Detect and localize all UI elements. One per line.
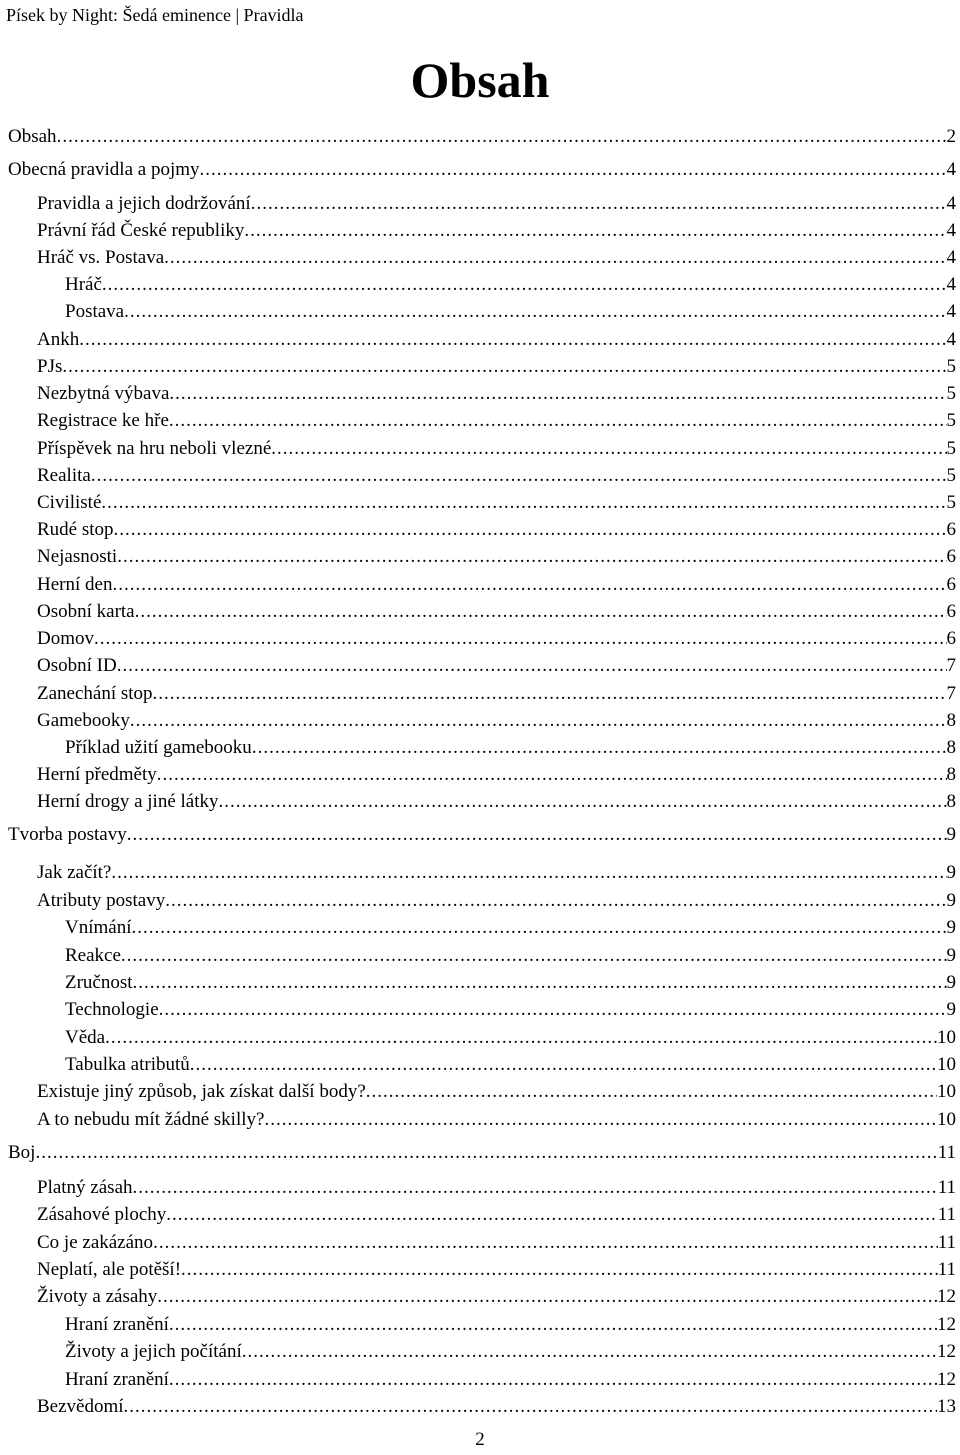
toc-dot-leader (153, 1229, 938, 1256)
toc-entry-title: Tvorba postavy (8, 818, 127, 851)
toc-dot-leader (105, 1024, 937, 1051)
toc-dot-leader (111, 859, 946, 886)
toc-entry-leader-line (65, 734, 956, 761)
toc-entry-page: 9 (947, 996, 957, 1023)
toc-entry-title: Civilisté (37, 489, 101, 516)
toc-entry-page: 9 (947, 969, 957, 996)
toc-entry-page: 12 (937, 1283, 956, 1310)
toc-entry[interactable] (0, 1024, 960, 1051)
toc-entry-title: A to nebudu mít žádné skilly? (37, 1106, 264, 1133)
toc-entry-leader-line (37, 543, 956, 570)
toc-entry-leader-line (37, 353, 956, 380)
toc-entry-leader-line (37, 407, 956, 434)
toc-entry-leader-line (37, 435, 956, 462)
toc-entry-page: 6 (947, 516, 957, 543)
toc-entry-leader-line (37, 516, 956, 543)
running-head: Písek by Night: Šedá eminence | Pravidla (6, 5, 304, 25)
toc-entry-title: Rudé stop (37, 516, 114, 543)
toc-entry-page: 12 (937, 1311, 956, 1338)
toc-entry-leader-line (37, 598, 956, 625)
toc-entry-title: Jak začít? (37, 859, 111, 886)
toc-entry-title: Příspěvek na hru neboli vlezné (37, 435, 271, 462)
toc-entry-page: 2 (947, 120, 957, 153)
toc-entry-title: Technologie (65, 996, 159, 1023)
toc-entry-leader-line (65, 1311, 956, 1338)
toc-dot-leader (117, 543, 946, 570)
toc-entry-leader-line (37, 887, 956, 914)
toc-dot-leader (112, 571, 946, 598)
toc-entry-leader-line (37, 1078, 956, 1105)
toc-entry-title: Životy a jejich počítání (65, 1338, 242, 1365)
toc-entry-leader-line (8, 120, 956, 153)
toc-dot-leader (169, 1311, 937, 1338)
toc-entry-page: 7 (947, 680, 957, 707)
toc-dot-leader (169, 1366, 937, 1393)
toc-entry-page: 8 (947, 788, 957, 815)
toc-dot-leader (127, 818, 947, 851)
toc-dot-leader (121, 942, 947, 969)
toc-entry[interactable] (0, 1078, 960, 1105)
toc-entry-title: Herní drogy a jiné látky (37, 788, 219, 815)
toc-entry-leader-line (65, 1338, 956, 1365)
toc-dot-leader (114, 516, 947, 543)
toc-dot-leader (101, 489, 946, 516)
toc-entry-page: 4 (947, 153, 957, 186)
toc-entry[interactable] (0, 244, 960, 271)
toc-entry-leader-line (37, 489, 956, 516)
toc-entry-page: 9 (947, 942, 957, 969)
toc-entry-title: Realita (37, 462, 91, 489)
toc-entry[interactable] (0, 1366, 960, 1393)
toc-entry-page: 10 (937, 1051, 956, 1078)
toc-entry-page: 5 (947, 489, 957, 516)
toc-entry[interactable] (0, 1136, 960, 1169)
toc-entry-title: Platný zásah (37, 1174, 133, 1201)
toc-entry[interactable] (0, 1229, 960, 1256)
toc-entry-page: 10 (937, 1078, 956, 1105)
toc-entry-leader-line (65, 271, 956, 298)
toc-dot-leader (366, 1078, 937, 1105)
toc-entry-page: 11 (938, 1136, 956, 1169)
toc-entry[interactable] (0, 1106, 960, 1133)
toc-entry-title: Nejasnosti (37, 543, 117, 570)
toc-entry-leader-line (37, 625, 956, 652)
toc-entry[interactable] (0, 734, 960, 761)
toc-entry-title: Gamebooky (37, 707, 130, 734)
toc-entry-leader-line (37, 217, 956, 244)
toc-entry-title: Zásahové plochy (37, 1201, 166, 1228)
toc-entry[interactable] (0, 462, 960, 489)
toc-entry-leader-line (65, 1024, 956, 1051)
toc-entry-leader-line (37, 571, 956, 598)
toc-entry[interactable] (0, 353, 960, 380)
toc-entry-page: 8 (947, 707, 957, 734)
toc-dot-leader (169, 380, 946, 407)
toc-entry-page: 13 (937, 1393, 956, 1420)
toc-entry-title: Existuje jiný způsob, jak získat další body? (37, 1078, 366, 1105)
toc-entry[interactable] (0, 298, 960, 325)
toc-entry[interactable] (0, 1311, 960, 1338)
toc-dot-leader (165, 887, 946, 914)
toc-entry-page: 5 (947, 407, 957, 434)
toc-entry-leader-line (65, 298, 956, 325)
toc-entry-title: Příklad užití gamebooku (65, 734, 252, 761)
toc-entry-leader-line (37, 788, 956, 815)
toc-entry[interactable] (0, 1256, 960, 1283)
toc-entry[interactable] (0, 326, 960, 353)
toc-dot-leader (130, 707, 947, 734)
toc-dot-leader (133, 1174, 938, 1201)
toc-entry-leader-line (37, 190, 956, 217)
toc-dot-leader (91, 462, 947, 489)
toc-dot-leader (102, 271, 947, 298)
toc-entry-page: 4 (947, 244, 957, 271)
toc-dot-leader (79, 326, 946, 353)
toc-dot-leader (35, 1136, 937, 1169)
toc-entry[interactable] (0, 625, 960, 652)
toc-entry-leader-line (65, 1366, 956, 1393)
toc-entry-title: Herní předměty (37, 761, 157, 788)
toc-entry-title: Pravidla a jejich dodržování (37, 190, 251, 217)
toc-entry-leader-line (37, 462, 956, 489)
toc-entry-page: 9 (947, 914, 957, 941)
toc-dot-leader (166, 1201, 937, 1228)
toc-dot-leader (252, 734, 947, 761)
toc-entry-title: Právní řád České republiky (37, 217, 244, 244)
toc-dot-leader (219, 788, 947, 815)
toc-entry-title: Domov (37, 625, 94, 652)
toc-entry[interactable] (0, 969, 960, 996)
toc-entry-title: Ankh (37, 326, 79, 353)
toc-entry[interactable] (0, 435, 960, 462)
toc-entry-page: 11 (938, 1229, 956, 1256)
toc-entry-page: 5 (947, 353, 957, 380)
toc-entry-page: 10 (937, 1106, 956, 1133)
toc-entry[interactable] (0, 680, 960, 707)
toc-entry-leader-line (37, 680, 956, 707)
toc-dot-leader (132, 914, 947, 941)
toc-dot-leader (133, 969, 947, 996)
toc-entry-title: Bezvědomí (37, 1393, 124, 1420)
toc-entry-leader-line (37, 1201, 956, 1228)
toc-entry-leader-line (65, 914, 956, 941)
toc-dot-leader (181, 1256, 938, 1283)
toc-entry-leader-line (37, 707, 956, 734)
toc-dot-leader (94, 625, 947, 652)
toc-entry-page: 4 (947, 271, 957, 298)
toc-entry-title: Atributy postavy (37, 887, 165, 914)
toc-entry-title: Postava (65, 298, 124, 325)
toc-entry[interactable] (0, 1283, 960, 1310)
toc-entry[interactable] (0, 217, 960, 244)
toc-entry-page: 4 (947, 190, 957, 217)
toc-entry-title: Hráč vs. Postava (37, 244, 164, 271)
toc-dot-leader (190, 1051, 937, 1078)
toc-entry-title: Co je zakázáno (37, 1229, 153, 1256)
toc-entry-title: Hraní zranění (65, 1311, 169, 1338)
toc-dot-leader (242, 1338, 937, 1365)
toc-dot-leader (124, 298, 946, 325)
toc-entry[interactable] (0, 914, 960, 941)
toc-entry[interactable] (0, 190, 960, 217)
toc-dot-leader (62, 353, 946, 380)
toc-entry-title: Hráč (65, 271, 102, 298)
toc-dot-leader (124, 1393, 937, 1420)
toc-entry-title: PJs (37, 353, 62, 380)
toc-dot-leader (157, 761, 947, 788)
toc-entry[interactable] (0, 543, 960, 570)
toc-entry-title: Vnímání (65, 914, 132, 941)
toc-entry[interactable] (0, 598, 960, 625)
toc-entry[interactable] (0, 652, 960, 679)
toc-entry-title: Životy a zásahy (37, 1283, 157, 1310)
toc-entry[interactable] (0, 1201, 960, 1228)
toc-entry-title: Herní den (37, 571, 112, 598)
toc-entry-page: 4 (947, 326, 957, 353)
page-title: Obsah (410, 52, 550, 108)
toc-entry[interactable] (0, 380, 960, 407)
toc-entry-page: 5 (947, 435, 957, 462)
toc-entry[interactable] (0, 818, 960, 851)
toc-entry-leader-line (8, 1136, 956, 1169)
toc-entry-page: 5 (947, 380, 957, 407)
toc-dot-leader (57, 120, 947, 153)
toc-entry[interactable] (0, 153, 960, 186)
toc-entry-page: 6 (947, 625, 957, 652)
toc-entry-page: 6 (947, 571, 957, 598)
toc-entry-leader-line (37, 859, 956, 886)
toc-entry-leader-line (37, 652, 956, 679)
toc-entry-leader-line (8, 818, 956, 851)
toc-entry-leader-line (37, 1229, 956, 1256)
toc-entry-title: Tabulka atributů (65, 1051, 190, 1078)
toc-entry-page: 11 (938, 1201, 956, 1228)
toc-dot-leader (244, 217, 946, 244)
toc-entry-page: 7 (947, 652, 957, 679)
toc-entry-leader-line (8, 153, 956, 186)
toc-entry-page: 12 (937, 1366, 956, 1393)
toc-entry-title: Zručnost (65, 969, 133, 996)
toc-dot-leader (164, 244, 946, 271)
toc-entry-title: Boj (8, 1136, 35, 1169)
toc-entry-title: Reakce (65, 942, 121, 969)
toc-entry-page: 11 (938, 1256, 956, 1283)
toc-entry-title: Registrace ke hře (37, 407, 169, 434)
toc-dot-leader (117, 652, 947, 679)
toc-dot-leader (135, 598, 947, 625)
toc-dot-leader (159, 996, 947, 1023)
toc-entry-title: Obecná pravidla a pojmy (8, 153, 200, 186)
toc-entry-leader-line (37, 380, 956, 407)
toc-entry-page: 12 (937, 1338, 956, 1365)
toc-entry[interactable] (0, 1051, 960, 1078)
toc-entry-leader-line (65, 996, 956, 1023)
toc-entry[interactable] (0, 887, 960, 914)
toc-entry-page: 6 (947, 543, 957, 570)
toc-entry-leader-line (37, 326, 956, 353)
toc-entry[interactable] (0, 516, 960, 543)
toc-entry-leader-line (37, 244, 956, 271)
toc-entry[interactable] (0, 859, 960, 886)
toc-entry-leader-line (65, 942, 956, 969)
toc-entry-page: 6 (947, 598, 957, 625)
toc-dot-leader (251, 190, 947, 217)
page-number: 2 (475, 1429, 485, 1450)
toc-entry-page: 9 (947, 859, 957, 886)
toc-entry-page: 4 (947, 217, 957, 244)
toc-dot-leader (153, 680, 947, 707)
toc-entry-leader-line (37, 1393, 956, 1420)
toc-entry-leader-line (37, 1256, 956, 1283)
toc-entry-title: Nezbytná výbava (37, 380, 169, 407)
toc-entry[interactable] (0, 1393, 960, 1420)
toc-entry-leader-line (37, 1283, 956, 1310)
toc-dot-leader (169, 407, 947, 434)
toc-entry[interactable] (0, 489, 960, 516)
toc-entry[interactable] (0, 571, 960, 598)
toc-dot-leader (157, 1283, 937, 1310)
toc-entry[interactable] (0, 1174, 960, 1201)
toc-entry[interactable] (0, 120, 960, 153)
toc-entry[interactable] (0, 271, 960, 298)
toc-entry-page: 10 (937, 1024, 956, 1051)
toc-entry-title: Obsah (8, 120, 57, 153)
toc-entry-page: 11 (938, 1174, 956, 1201)
toc-dot-leader (264, 1106, 937, 1133)
toc-entry-title: Zanechání stop (37, 680, 153, 707)
toc-entry[interactable] (0, 707, 960, 734)
toc-entry-page: 4 (947, 298, 957, 325)
toc-entry-page: 8 (947, 761, 957, 788)
toc-entry-leader-line (65, 969, 956, 996)
toc-entry-page: 8 (947, 734, 957, 761)
toc-entry-leader-line (65, 1051, 956, 1078)
toc-entry[interactable] (0, 942, 960, 969)
toc-entry-page: 5 (947, 462, 957, 489)
toc-dot-leader (200, 153, 947, 186)
toc-entry-page: 9 (947, 818, 957, 851)
toc-entry[interactable] (0, 407, 960, 434)
toc-entry-leader-line (37, 761, 956, 788)
toc-entry[interactable] (0, 996, 960, 1023)
toc-entry[interactable] (0, 761, 960, 788)
toc-entry-title: Osobní ID (37, 652, 117, 679)
toc-entry-title: Neplatí, ale potěší! (37, 1256, 181, 1283)
toc-entry-leader-line (37, 1106, 956, 1133)
toc-entry[interactable] (0, 1338, 960, 1365)
toc-entry-title: Hraní zranění (65, 1366, 169, 1393)
toc-entry-leader-line (37, 1174, 956, 1201)
toc-entry-title: Osobní karta (37, 598, 135, 625)
toc-entry[interactable] (0, 788, 960, 815)
toc-dot-leader (271, 435, 946, 462)
toc-entry-title: Věda (65, 1024, 105, 1051)
toc-entry-page: 9 (947, 887, 957, 914)
